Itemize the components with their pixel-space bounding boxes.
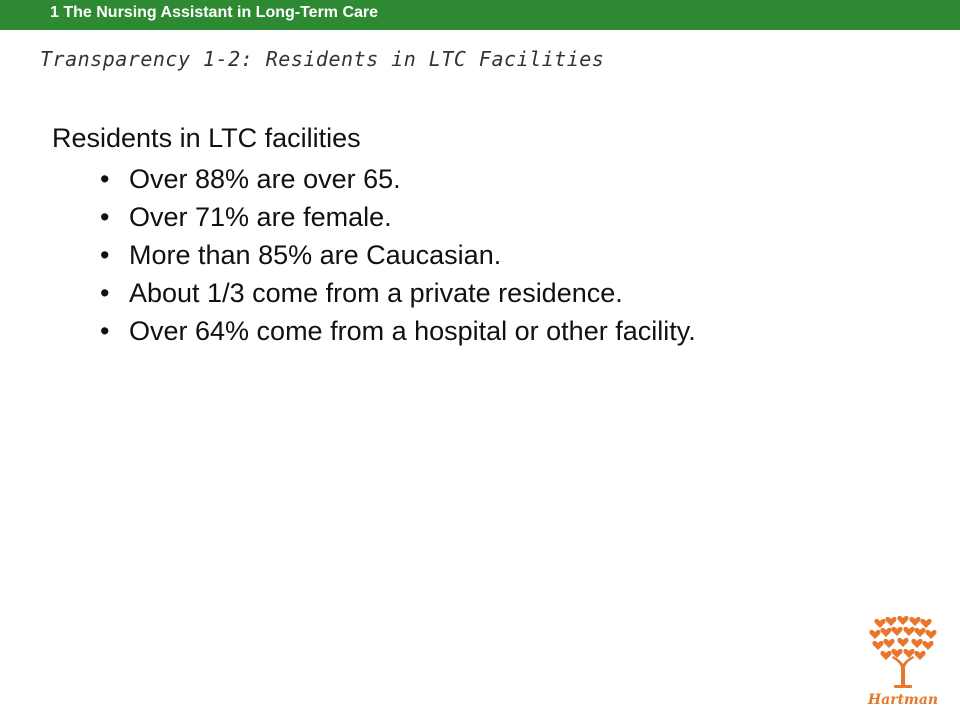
bullet-icon: • (100, 278, 110, 308)
bullet-icon: • (100, 240, 110, 270)
list-item-text: Over 88% are over 65. (129, 164, 401, 194)
list-item-text: About 1/3 come from a private residence. (129, 278, 623, 308)
heart-tree-icon (869, 616, 936, 688)
hartman-logo (866, 614, 940, 710)
content-heading: Residents in LTC facilities (52, 123, 361, 153)
slide-subtitle: Transparency 1-2: Residents in LTC Facilities (40, 47, 605, 71)
list-item-text: Over 71% are female. (129, 202, 392, 232)
list-item (52, 236, 892, 274)
list-item (52, 160, 892, 198)
chapter-title: 1 The Nursing Assistant in Long-Term Care (50, 4, 379, 21)
bullet-icon: • (100, 316, 110, 346)
slide-content (52, 120, 892, 350)
header-band (0, 0, 960, 30)
list-item (52, 274, 892, 312)
list-item (52, 312, 892, 350)
bullet-list (52, 160, 892, 350)
list-item (52, 198, 892, 236)
list-item-text: Over 64% come from a hospital or other facility. (129, 316, 696, 346)
logo-text: Hartman (867, 692, 939, 708)
bullet-icon: • (100, 202, 110, 232)
bullet-icon: • (100, 164, 110, 194)
list-item-text: More than 85% are Caucasian. (129, 240, 502, 270)
